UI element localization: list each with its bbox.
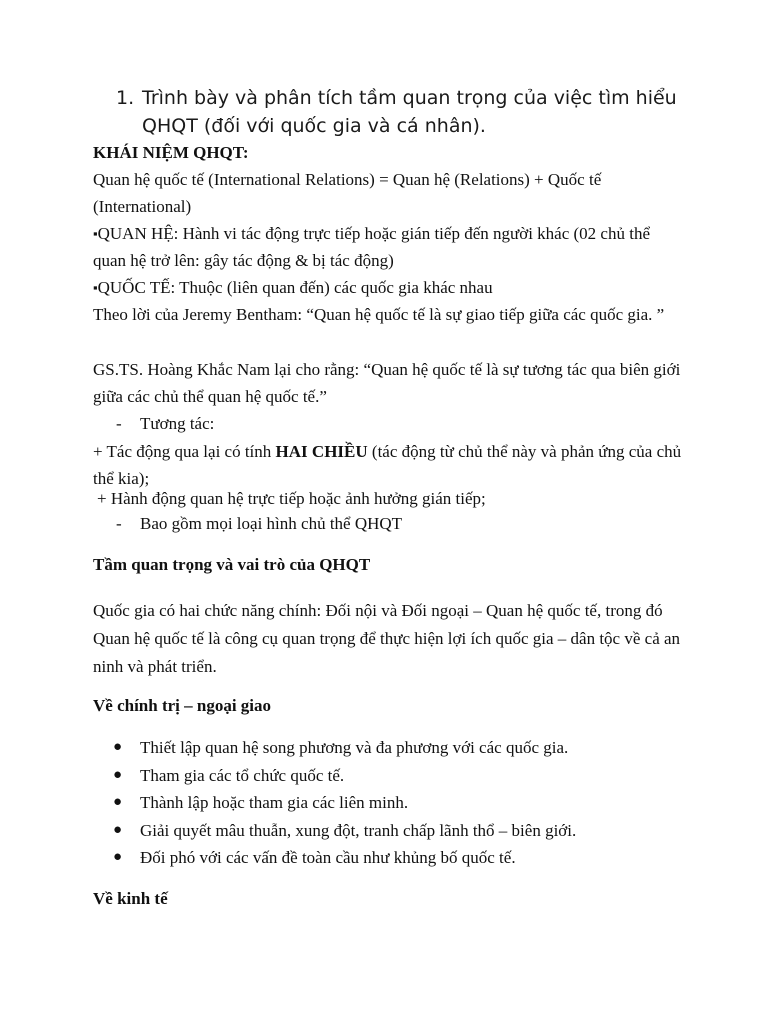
concept-definition: Quan hệ quốc tế (International Relations) = Quan hệ (Relations) + Quốc tế (International) [93,170,602,216]
list-item-text: Thiết lập quan hệ song phương và đa phương với các quốc gia. [140,738,569,757]
question-number: 1. [116,87,135,109]
importance-paragraph: Quốc gia có hai chức năng chính: Đối nội và Đối ngoại – Quan hệ quốc tế, trong đó Quan hệ quốc tế là công cụ quan trọng để thực hiện lợi ích quốc gia – dân tộc về cả an ninh và phát triển. [93,601,681,676]
relations-label: QUAN HỆ: [97,224,179,243]
plus-item-text-after: (tác động từ chủ thể này và phản ứng của chủ thể kia); [93,442,682,488]
bullet-dot-icon: ● [113,739,123,755]
plus-item-two-way [93,438,683,492]
interaction-label: Tương tác: [140,414,215,433]
relations-text: Hành vi tác động trực tiếp hoặc gián tiếp đến người khác (02 chủ thể quan hệ trở lên: gây tác động & bị tác động) [93,224,650,270]
list-item [113,844,683,872]
hoang-khac-nam-quote: GS.TS. Hoàng Khắc Nam lại cho rằng: “Quan hệ quốc tế là sự tương tác qua biên giới giữa các chủ thể quan hệ quốc tế.” [93,360,681,406]
international-text: Thuộc (liên quan đến) các quốc gia khác nhau [179,278,493,297]
dash-marker: - [116,514,122,533]
list-item [113,817,683,845]
importance-title: Tầm quan trọng và vai trò của QHQT [93,555,371,574]
list-item-text: Tham gia các tổ chức quốc tế. [140,765,345,785]
plus-item-action: + Hành động quan hệ trực tiếp hoặc ảnh hưởng gián tiếp; [97,489,486,508]
bullet-dot-icon: ● [113,849,123,865]
list-item [113,734,683,762]
list-item [113,789,683,817]
question-text: Trình bày và phân tích tầm quan trọng của việc tìm hiểu QHQT (đối với quốc gia và cá nhân). [142,87,677,137]
square-bullet-icon: ▪ [93,280,98,295]
square-bullet-icon: ▪ [93,226,98,241]
plus-item-bold: HAI CHIỀU [275,442,368,461]
list-item [113,762,683,790]
list-item-text: Giải quyết mâu thuẫn, xung đột, tranh chấp lãnh thổ – biên giới. [140,820,577,840]
economy-title: Về kinh tế [93,889,168,908]
dash-marker: - [116,414,122,433]
international-label: QUỐC TẾ: [97,278,176,297]
includes-text: Bao gồm mọi loại hình chủ thể QHQT [140,514,403,533]
plus-item-text-before: + Tác động qua lại có tính [93,442,276,461]
bullet-dot-icon: ● [113,821,123,838]
bullet-dot-icon: ● [113,794,123,810]
list-item-text: Thành lập hoặc tham gia các liên minh. [140,793,409,812]
relations-item [93,220,683,274]
list-item-text: Đối phó với các vấn đề toàn cầu như khủng bố quốc tế. [140,848,516,867]
bentham-quote: Theo lời của Jeremy Bentham: “Quan hệ quốc tế là sự giao tiếp giữa các quốc gia. ” [93,305,665,324]
interaction-item [116,410,706,437]
politics-list [113,734,683,872]
bullet-dot-icon: ● [113,766,123,783]
question-heading [116,84,706,140]
includes-item [116,510,706,537]
politics-title: Về chính trị – ngoại giao [93,696,272,715]
concept-title: KHÁI NIỆM QHQT: [93,143,249,162]
international-item [93,274,683,301]
